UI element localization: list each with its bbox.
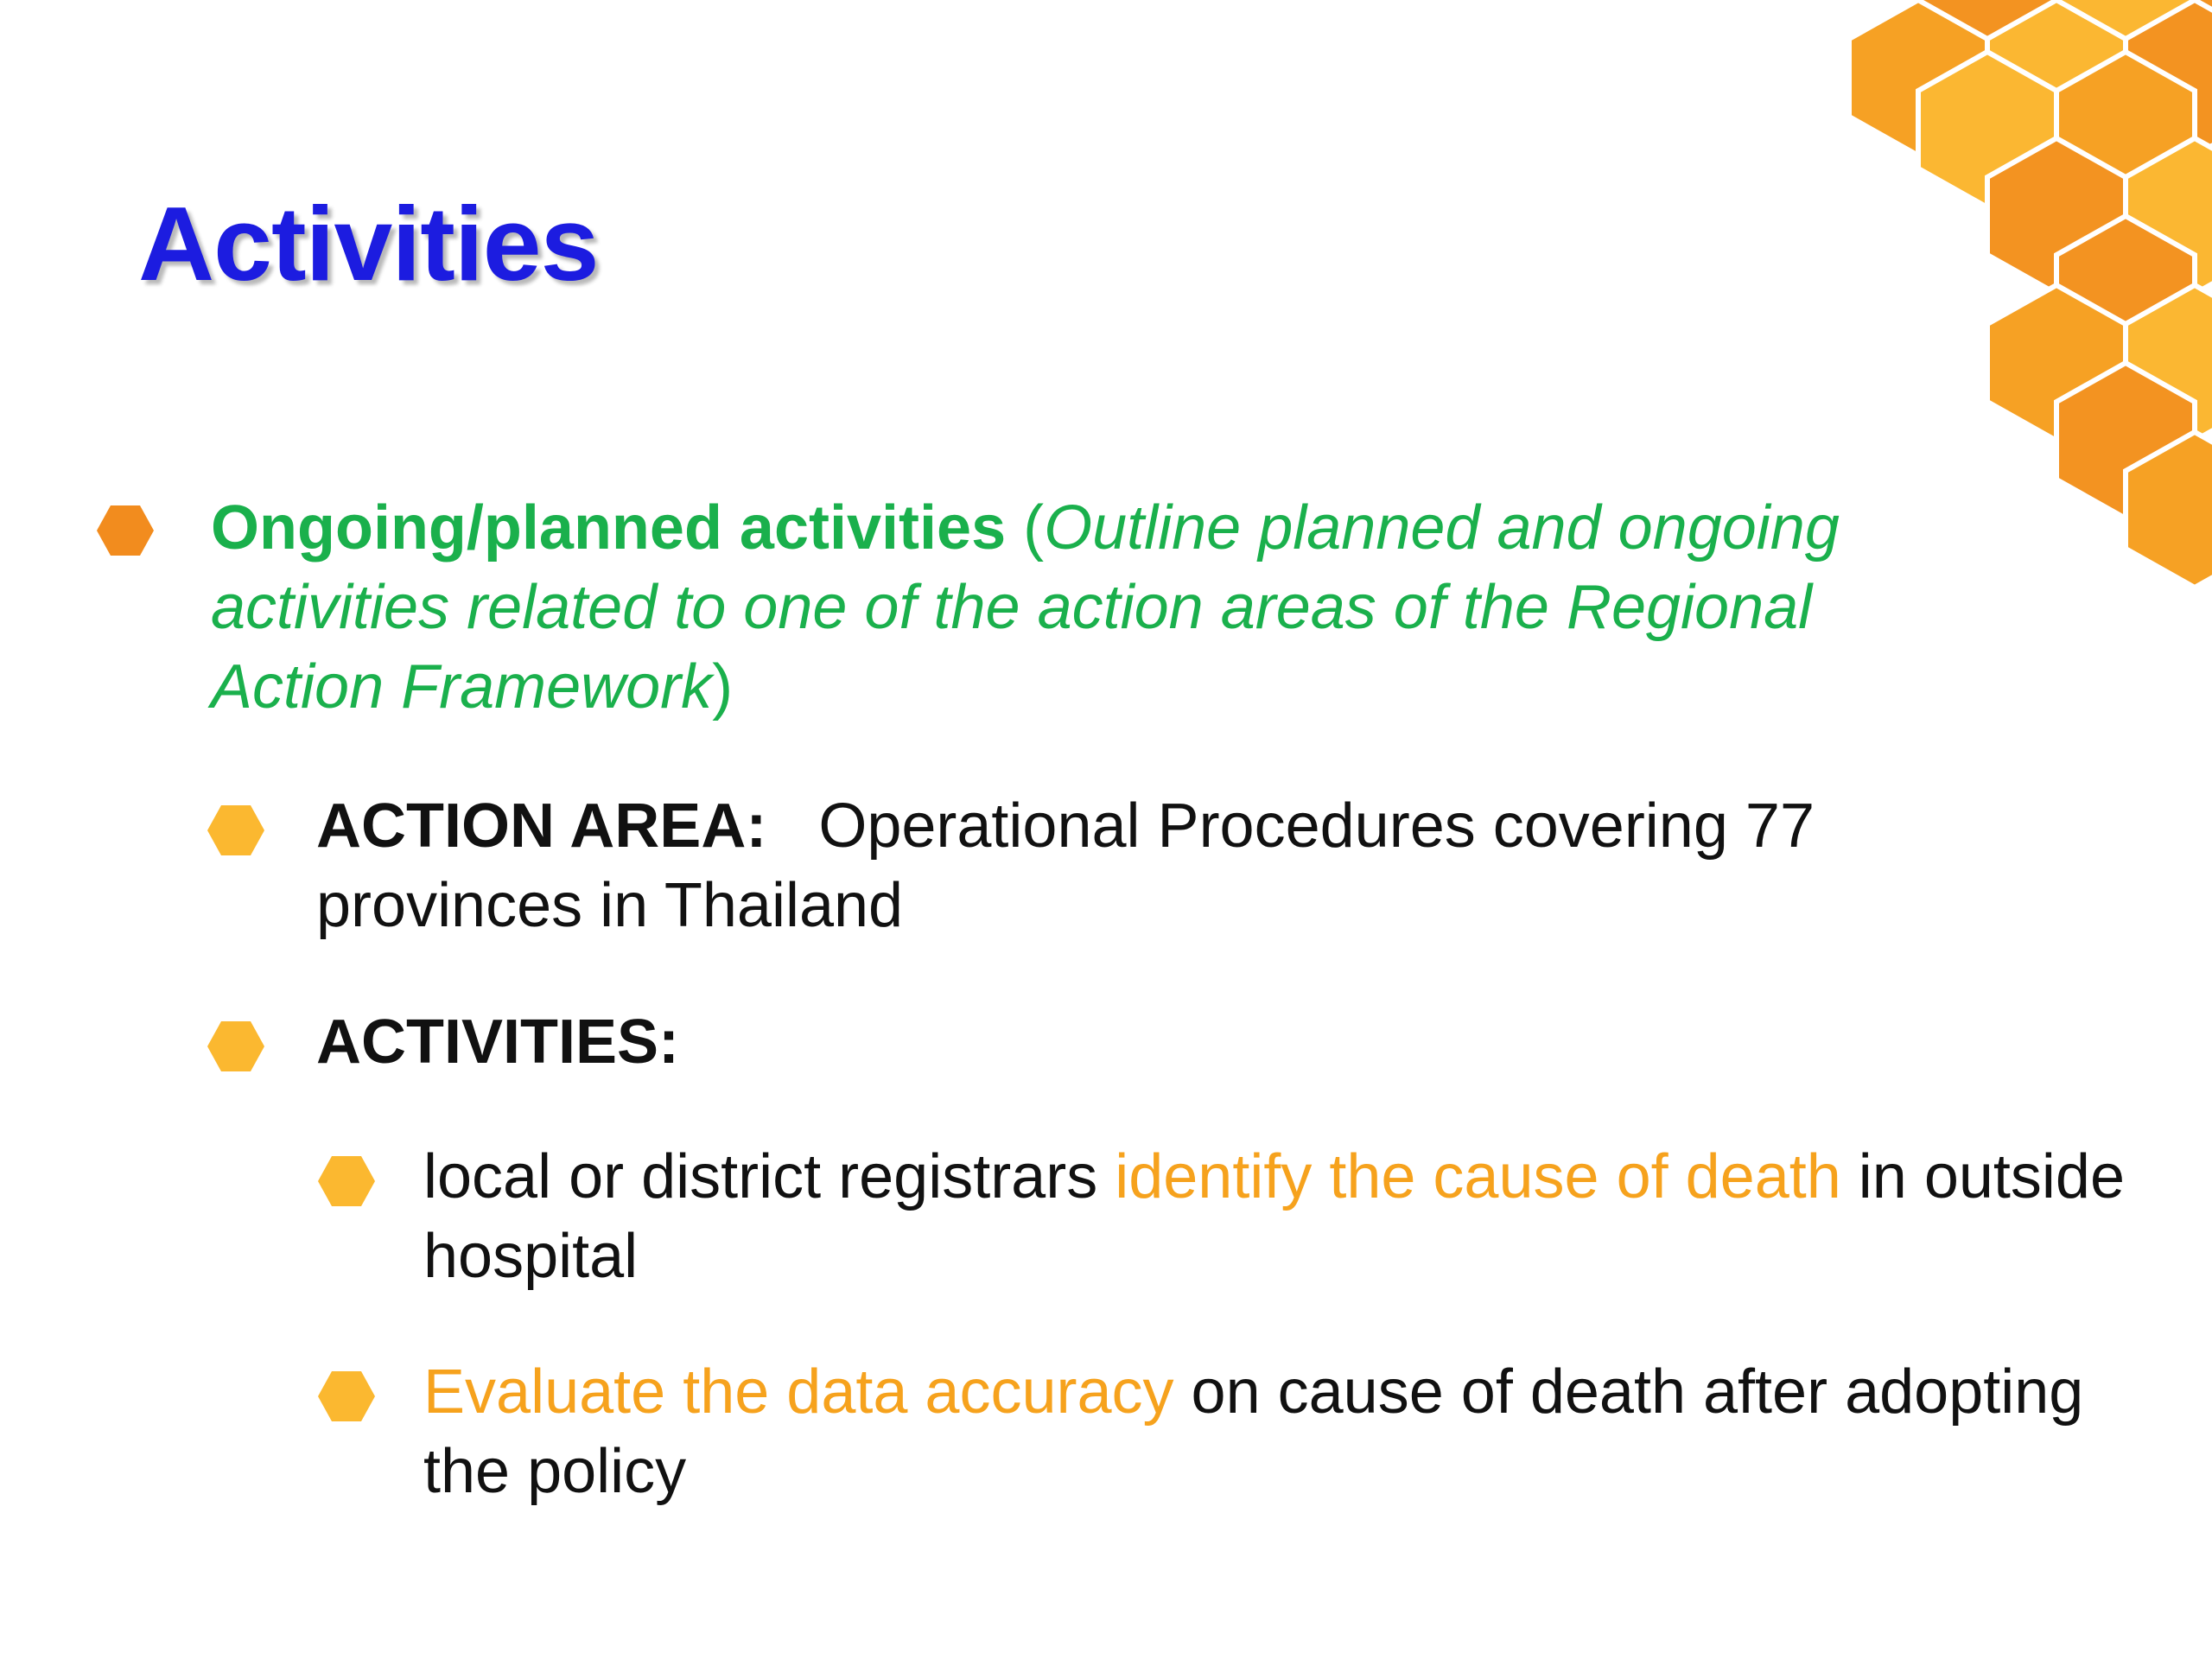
honeycomb-cell xyxy=(2056,52,2195,207)
activity-1-tail: in outside hospital xyxy=(423,1142,2126,1291)
ongoing-description: Outline planned and ongoing activities related to one of the action areas of the Regional Action Framework xyxy=(211,493,1840,721)
bullet-activity-1 xyxy=(318,1137,2133,1296)
hexagon-bullet-icon xyxy=(97,505,154,556)
hexagon-bullet-icon xyxy=(207,1021,264,1071)
activity-2-highlight: Evaluate the data accuracy xyxy=(423,1357,1174,1427)
honeycomb-cell xyxy=(1987,138,2126,294)
ongoing-close-paren: ) xyxy=(712,652,734,721)
action-area-label: ACTION AREA: xyxy=(316,791,767,861)
bullet-activity-2 xyxy=(318,1352,2133,1511)
slide-title: Activities xyxy=(138,185,599,302)
bullet-ongoing-text xyxy=(211,488,1998,727)
honeycomb-cell xyxy=(2126,138,2212,294)
honeycomb-cell xyxy=(1987,285,2126,441)
honeycomb-cell xyxy=(2056,0,2195,78)
honeycomb-cell xyxy=(2195,0,2212,78)
ongoing-heading: Ongoing/planned activities xyxy=(211,493,1007,563)
bullet-ongoing-activities xyxy=(97,488,1998,727)
honeycomb-cell xyxy=(1987,0,2126,156)
honeycomb-cell xyxy=(1918,52,2056,207)
honeycomb-cell xyxy=(1918,0,2056,78)
bullet-activities xyxy=(207,1002,2022,1082)
activity-1-lead: local or district registrars xyxy=(423,1142,1116,1211)
bullet-action-area xyxy=(207,786,2022,945)
ongoing-open-paren: ( xyxy=(1006,493,1045,563)
honeycomb-cell xyxy=(2126,432,2212,588)
hexagon-bullet-icon xyxy=(318,1156,375,1206)
action-area-value: Operational Procedures covering 77 provinces in Thailand xyxy=(316,791,1815,940)
hexagon-bullet-icon xyxy=(318,1371,375,1421)
honeycomb-cell xyxy=(2126,0,2212,156)
honeycomb-cell xyxy=(2126,285,2212,441)
activity-1-text xyxy=(423,1137,2133,1296)
honeycomb-cell xyxy=(2056,363,2195,518)
activity-2-tail: on cause of death after adopting the policy xyxy=(423,1357,2084,1506)
hexagon-bullet-icon xyxy=(207,805,264,855)
action-area-text xyxy=(316,786,2022,945)
honeycomb-cell xyxy=(2056,216,2195,372)
activities-label: ACTIVITIES: xyxy=(316,1007,680,1077)
activity-2-text xyxy=(423,1352,2133,1511)
honeycomb-cell xyxy=(1849,0,1987,156)
activity-1-highlight: identify the cause of death xyxy=(1115,1142,1841,1211)
